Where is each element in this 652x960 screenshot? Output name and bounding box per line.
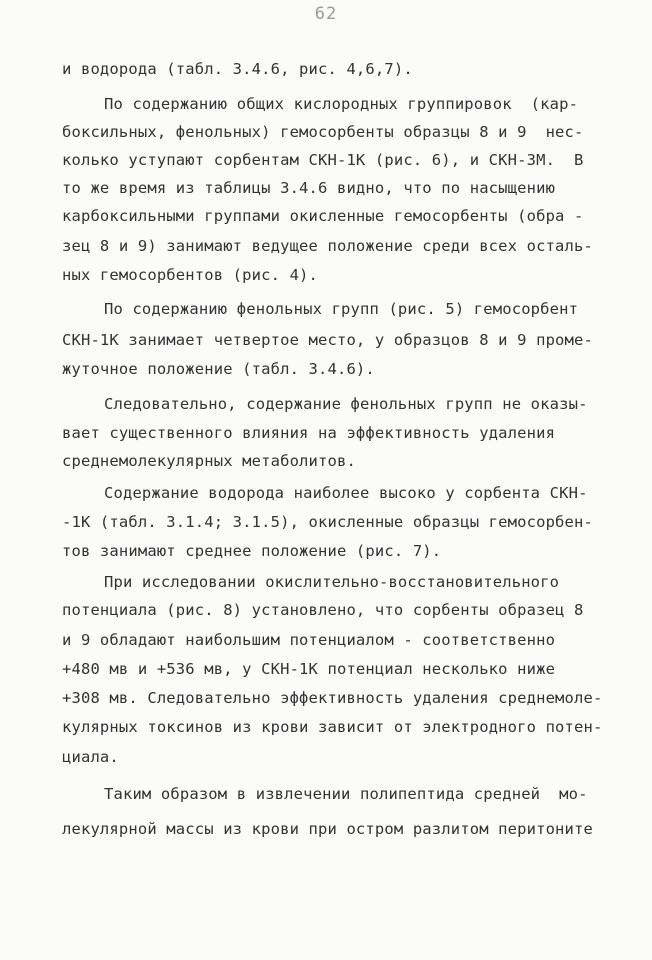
- page-number: 62: [314, 4, 338, 24]
- text-line: зец 8 и 9) занимают ведущее положение среди всех осталь-: [62, 237, 593, 255]
- text-line: +308 мв. Следовательно эффективность удаления среднемоле-: [62, 689, 603, 707]
- text-line: +480 мв и +536 мв, у СКН-1К потенциал несколько ниже: [62, 660, 556, 678]
- text-line: По содержанию общих кислородных группировок (кар-: [104, 95, 579, 113]
- text-line: боксильных, фенольных) гемосорбенты образцы 8 и 9 нес-: [62, 123, 584, 141]
- text-line: среднемолекулярных метаболитов.: [62, 452, 356, 470]
- text-line: СКН-1К занимает четвертое место, у образцов 8 и 9 проме-: [62, 331, 593, 349]
- text-line: то же время из таблицы 3.4.6 видно, что по насыщению: [62, 179, 556, 197]
- text-line: При исследовании окислительно-восстановительного: [104, 573, 560, 591]
- text-line: потенциала (рис. 8) установлено, что сорбенты образец 8: [62, 601, 584, 619]
- text-line: Таким образом в извлечении полипептида средней мо-: [104, 785, 588, 803]
- text-line: колько уступают сорбентам СКН-1К (рис. 6), и СКН-3М. В: [62, 151, 584, 169]
- text-line: По содержанию фенольных групп (рис. 5) гемосорбент: [104, 300, 579, 318]
- text-line: кулярных токсинов из крови зависит от электродного потен-: [62, 718, 603, 736]
- text-line: Следовательно, содержание фенольных групп не оказы-: [104, 395, 588, 413]
- text-line: и 9 обладают наибольшим потенциалом - соответственно: [62, 631, 556, 649]
- text-line: карбоксильными группами окисленные гемосорбенты (обра -: [62, 207, 584, 225]
- text-line: циала.: [62, 748, 119, 766]
- text-line: жуточное положение (табл. 3.4.6).: [62, 360, 375, 378]
- text-line: лекулярной массы из крови при остром разлитом перитоните: [62, 820, 593, 838]
- text-line: ных гемосорбентов (рис. 4).: [62, 266, 319, 284]
- text-line: Содержание водорода наиболее высоко у сорбента СКН-: [104, 484, 588, 502]
- text-line: -1К (табл. 3.1.4; 3.1.5), окисленные образцы гемосорбен-: [62, 513, 593, 531]
- text-line: тов занимают среднее положение (рис. 7).: [62, 542, 442, 560]
- text-line: и водорода (табл. 3.4.6, рис. 4,6,7).: [62, 60, 413, 78]
- text-line: вает существенного влияния на эффективность удаления: [62, 424, 556, 442]
